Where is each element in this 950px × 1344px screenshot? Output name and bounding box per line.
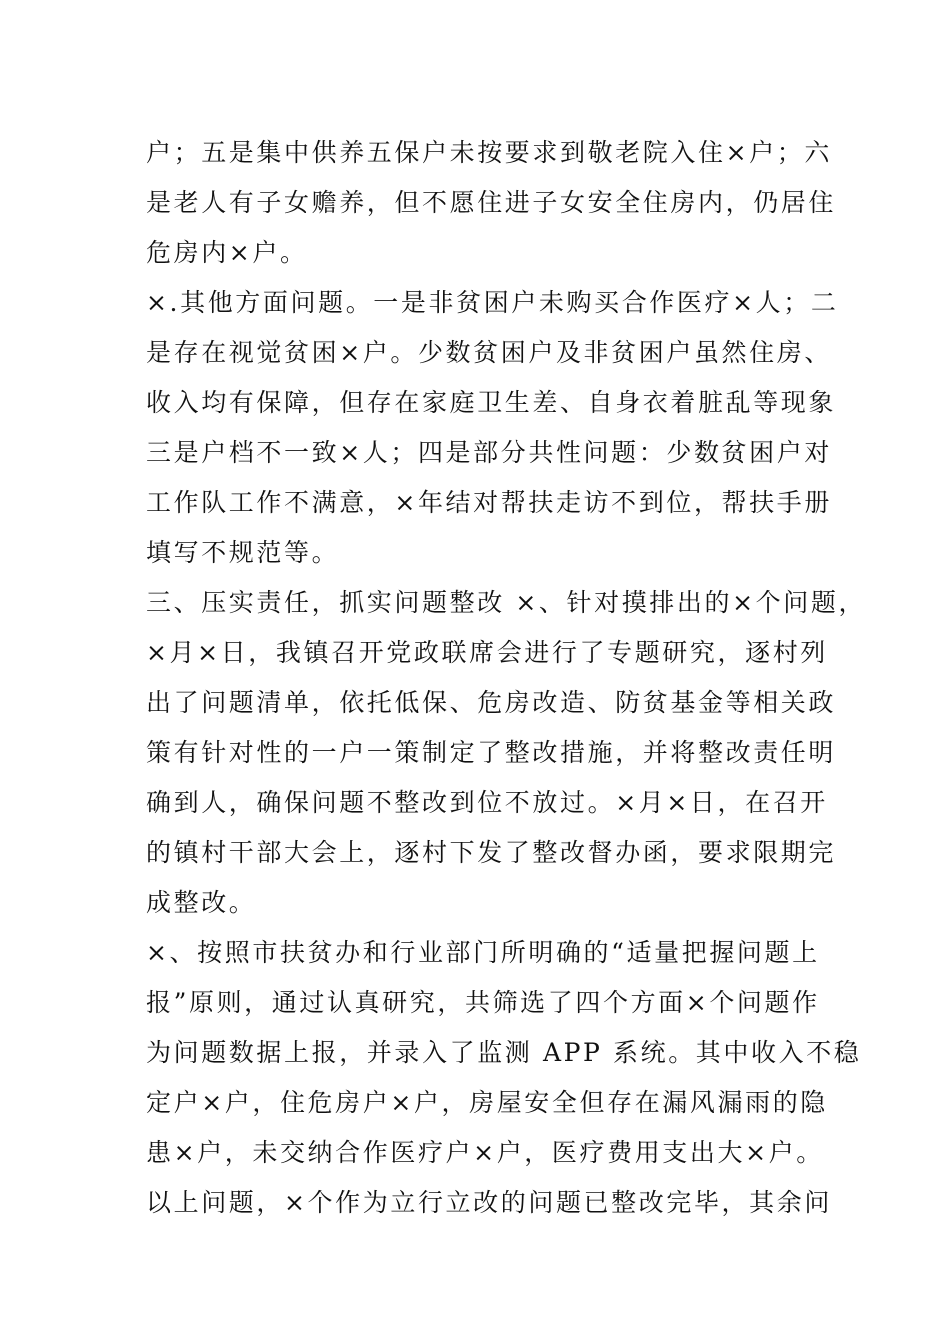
text-line: 患×户，未交纳合作医疗户×户，医疗费用支出大×户。 (146, 1138, 824, 1167)
text-line: 策有针对性的一户一策制定了整改措施，并将整改责任明 (146, 738, 837, 767)
text-line: 危房内×户。 (146, 238, 308, 267)
text-line: 成整改。 (146, 888, 257, 917)
text-line: 的镇村干部大会上，逐村下发了整改督办函，要求限期完 (146, 838, 837, 867)
text-line: 收入均有保障，但存在家庭卫生差、自身衣着脏乱等现象 (146, 388, 837, 417)
text-line: ×.其他方面问题。一是非贫困户未购买合作医疗×人；二 (146, 288, 839, 317)
text-line: 填写不规范等。 (146, 538, 340, 567)
text-line: 报”原则，通过认真研究，共筛选了四个方面×个问题作 (146, 988, 820, 1017)
text-line: 为问题数据上报，并录入了监测 APP 系统。其中收入不稳 (146, 1038, 862, 1067)
text-line: ×月×日，我镇召开党政联席会进行了专题研究，逐村列 (146, 638, 828, 667)
text-line: 确到人，确保问题不整改到位不放过。×月×日，在召开 (146, 788, 828, 817)
text-line: 以上问题，×个作为立行立改的问题已整改完毕，其余问 (146, 1188, 832, 1217)
text-line: 是老人有子女赡养，但不愿住进子女安全住房内，仍居住 (146, 188, 837, 217)
text-line: 定户×户，住危房户×户，房屋安全但存在漏风漏雨的隐 (146, 1088, 828, 1117)
text-line: 工作队工作不满意，×年结对帮扶走访不到位，帮扶手册 (146, 488, 832, 517)
body-text (146, 128, 867, 1228)
text-line: 三是户档不一致×人；四是部分共性问题：少数贫困户对 (146, 438, 832, 467)
text-line: 是存在视觉贫困×户。少数贫困户及非贫困户虽然住房、 (146, 338, 832, 367)
text-line: ×、按照市扶贫办和行业部门所明确的“适量把握问题上 (146, 938, 820, 967)
section-heading-line: 三、压实责任，抓实问题整改 ×、针对摸排出的×个问题， (146, 588, 867, 617)
text-line: 户；五是集中供养五保户未按要求到敬老院入住×户；六 (146, 138, 832, 167)
text-line: 出了问题清单，依托低保、危房改造、防贫基金等相关政 (146, 688, 837, 717)
